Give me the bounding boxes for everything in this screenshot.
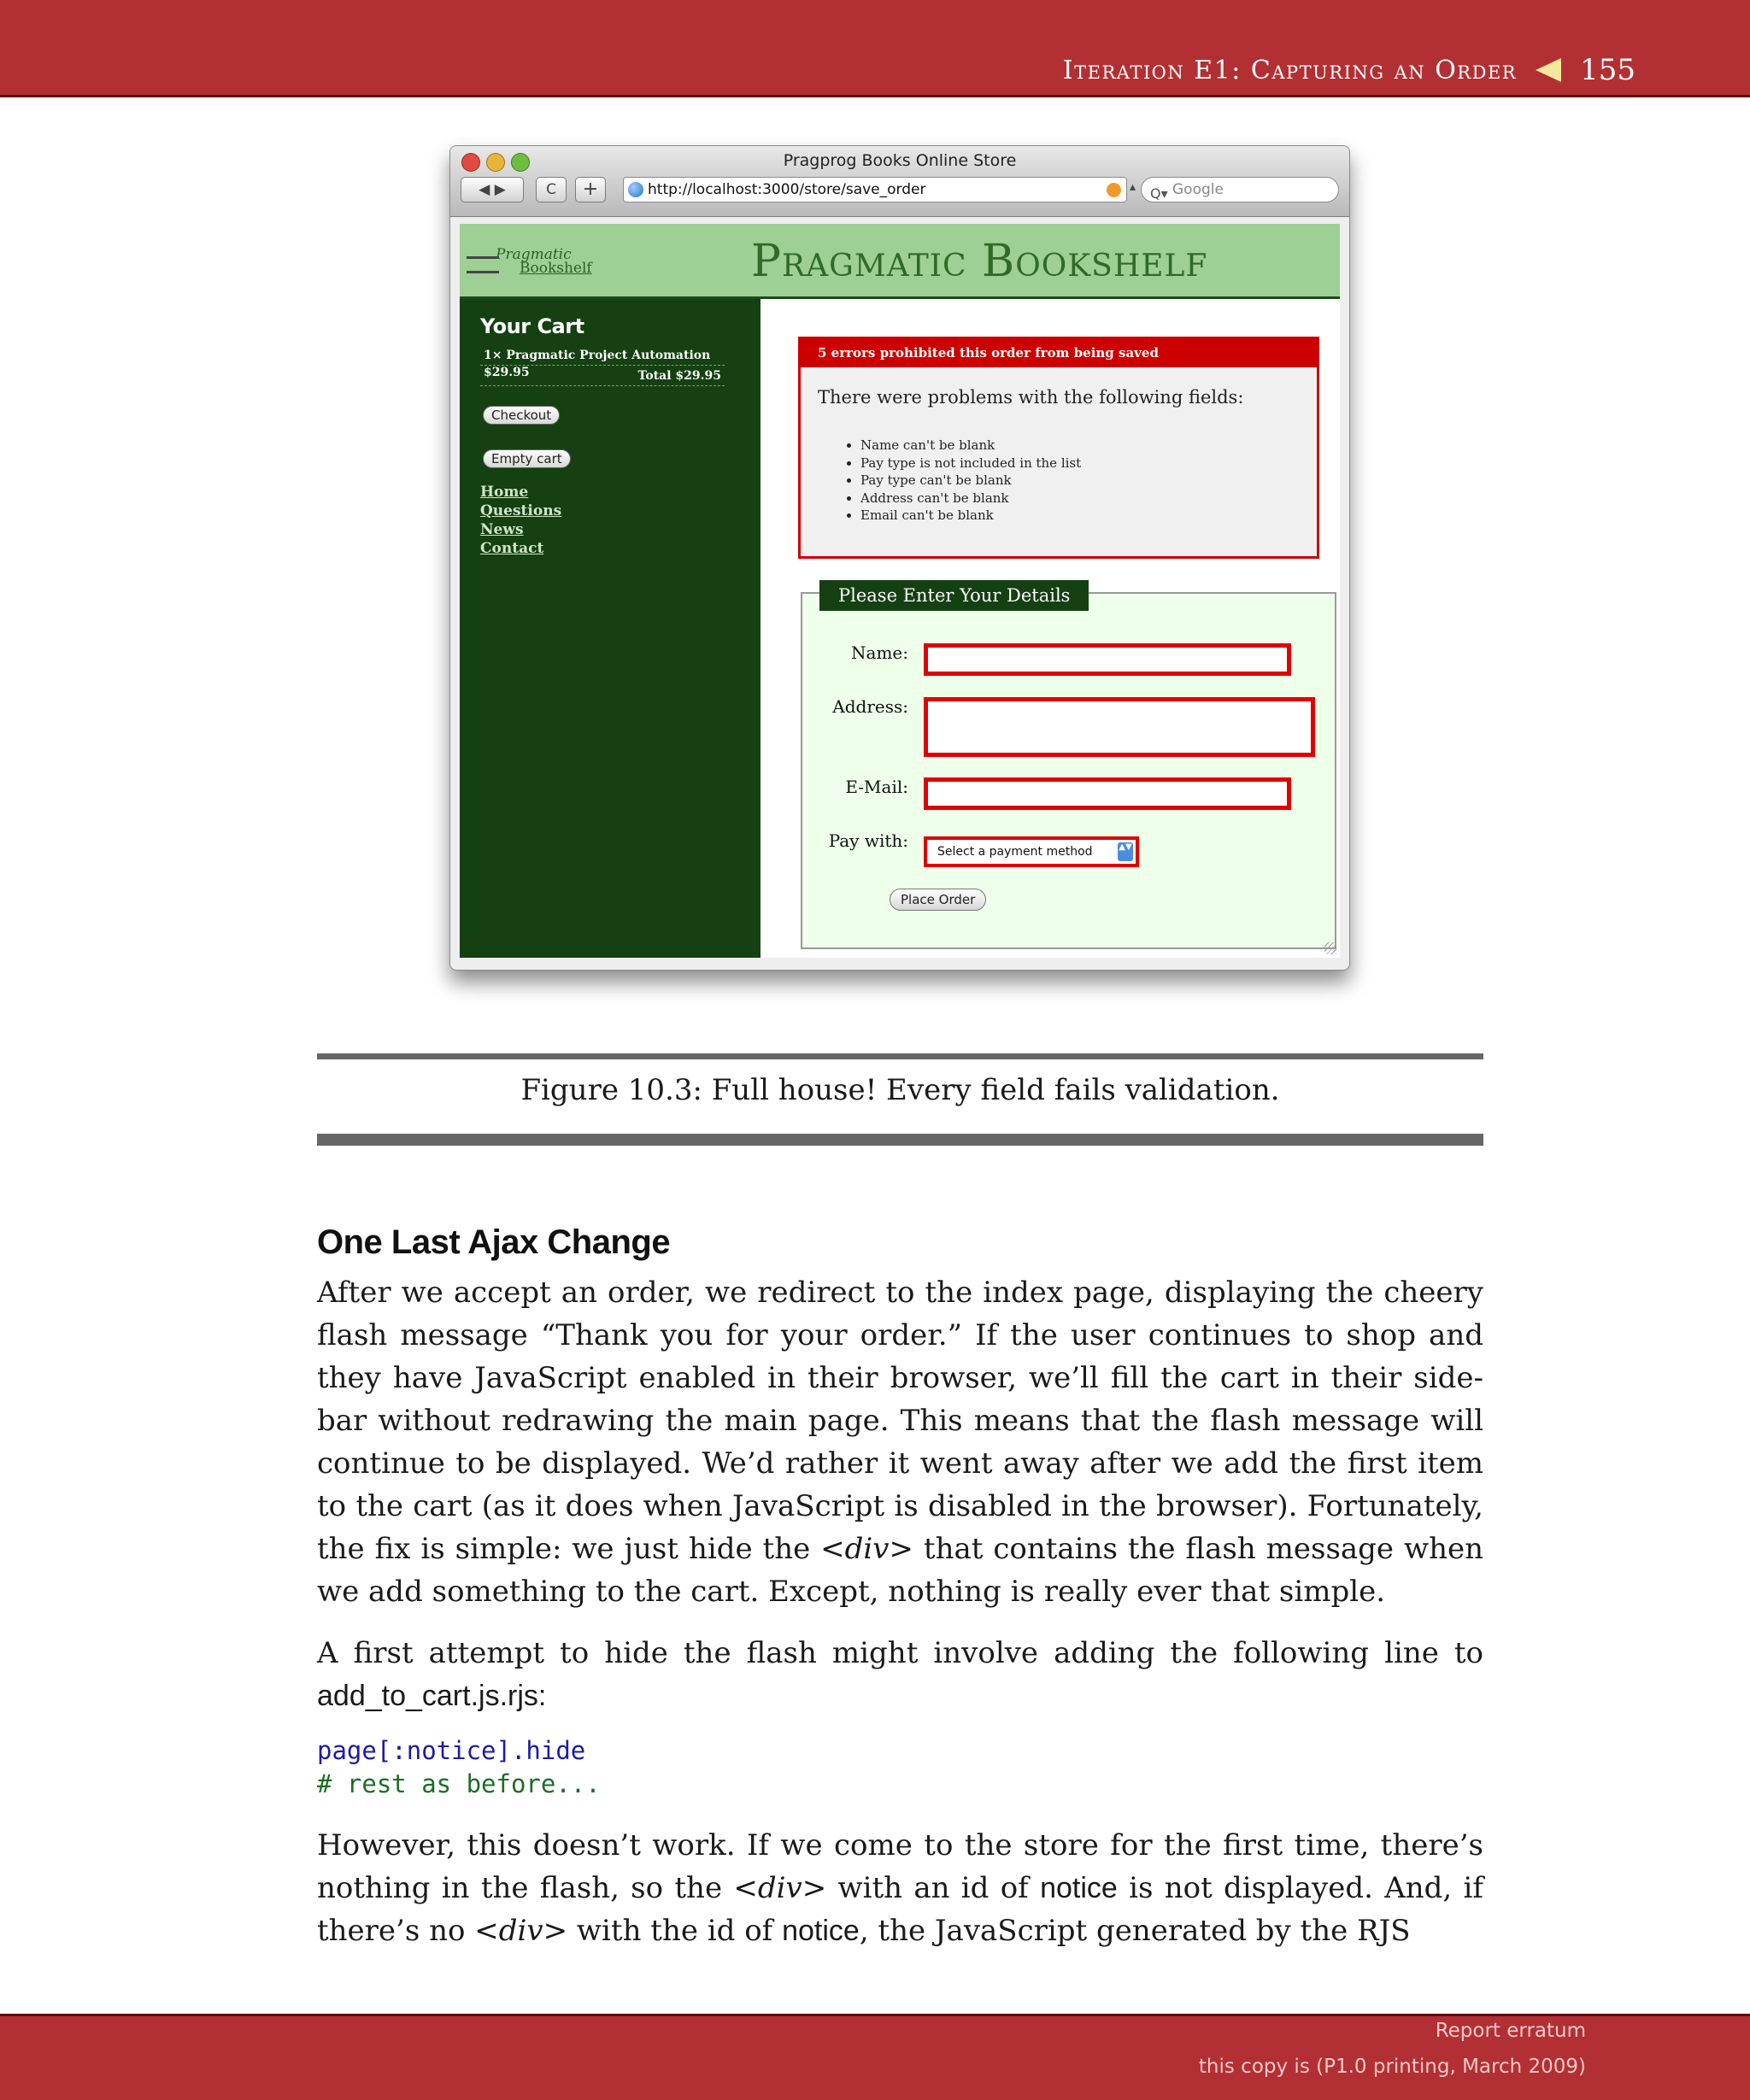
resize-grip-icon[interactable] xyxy=(1324,942,1336,954)
error-item: • Email can't be blank xyxy=(860,507,1081,525)
printing-info: this copy is (P1.0 printing, March 2009) xyxy=(1198,2056,1586,2078)
logo-line1: Pragmatic xyxy=(496,246,572,263)
empty-cart-button[interactable]: Empty cart xyxy=(483,449,571,468)
browser-window-figure xyxy=(449,145,1350,971)
select-stepper-icon: ▲▼ xyxy=(1118,842,1133,861)
store-logo[interactable] xyxy=(467,241,603,284)
logo-line2: Bookshelf xyxy=(520,260,592,277)
sidebar-link-news[interactable]: News xyxy=(480,521,524,538)
p1-text: After we accept an order, we redirect to the index page, displaying the cheery flash message “Thank you for your order.” If the user continues to shop and they have JavaScript enabled in their browser, we’ll fill the cart in their side-bar without redrawing the main page. This means that the flash message will continue to be displayed. We’d rather it went away after we add the first item to the cart (as it does when JavaScript is disabled in the browser). Fortunately, the fix is simple: we just hide the xyxy=(317,1276,1483,1566)
error-item: • Name can't be blank xyxy=(860,437,1081,455)
paragraph-3 xyxy=(317,1824,1483,1952)
name-field[interactable] xyxy=(924,643,1291,676)
p1-div-tag: <div> xyxy=(820,1532,913,1566)
url-bar[interactable] xyxy=(623,177,1127,202)
email-label: E-Mail: xyxy=(845,777,908,797)
book-logo-icon xyxy=(467,256,499,273)
error-list xyxy=(831,437,1081,525)
sidebar-link-home[interactable]: Home xyxy=(480,484,529,501)
pay-type-select[interactable] xyxy=(924,836,1139,867)
store-sidebar xyxy=(460,299,760,958)
cart-title: Your Cart xyxy=(480,314,584,338)
error-item: • Pay type can't be blank xyxy=(860,472,1081,490)
p3-div-tag-1: <div> xyxy=(733,1871,827,1905)
p2-filename: add_to_cart.js.rjs: xyxy=(317,1680,547,1712)
pay-type-selected: Select a payment method xyxy=(937,845,1093,859)
name-label: Name: xyxy=(851,642,908,663)
figure-caption: Figure 10.3: Full house! Every field fails validation. xyxy=(520,1073,1280,1107)
error-explanation xyxy=(798,337,1319,559)
form-legend: Please Enter Your Details xyxy=(819,580,1089,611)
error-item: • Pay type is not included in the list xyxy=(860,455,1081,472)
url-text: http://localhost:3000/store/save_order xyxy=(648,181,926,198)
order-form-fieldset xyxy=(801,585,1336,949)
p3-text-b: with an id of xyxy=(826,1871,1041,1905)
page-number: 155 xyxy=(1580,53,1635,87)
cart-item: 1× Pragmatic Project Automation $29.95 xyxy=(480,347,725,366)
place-order-button[interactable]: Place Order xyxy=(890,889,986,911)
paragraph-1 xyxy=(317,1271,1483,1613)
report-erratum-link[interactable]: Report erratum xyxy=(1435,2020,1586,2042)
p1-text-end: that contains the flash message when we add something to the cart. Except, nothing is really ever that simple. xyxy=(317,1532,1483,1609)
pay-with-label: Pay with: xyxy=(828,830,908,851)
p3-text-a: However, this doesn’t work. If we come to the store for the first time, there’s nothing in the flash, so the xyxy=(317,1828,1483,1905)
address-label: Address: xyxy=(832,696,908,717)
store-brand-title: Pragmatic Bookshelf xyxy=(751,236,1208,287)
caption-top-rule xyxy=(317,1053,1483,1059)
sidebar-link-questions[interactable]: Questions xyxy=(480,502,562,519)
add-bookmark-button[interactable]: + xyxy=(575,177,606,202)
url-dropdown-icon[interactable]: ▴ xyxy=(1130,180,1136,194)
address-field[interactable] xyxy=(924,697,1315,757)
globe-icon xyxy=(628,182,643,197)
browser-titlebar xyxy=(450,146,1349,217)
search-placeholder: Google xyxy=(1172,181,1224,198)
email-field[interactable] xyxy=(924,777,1291,810)
store-main-content xyxy=(760,299,1340,958)
p2-text: A first attempt to hide the flash might involve adding the following line to xyxy=(317,1636,1483,1670)
checkout-button[interactable]: Checkout xyxy=(483,406,560,425)
p3-text-d: with the id of xyxy=(567,1914,783,1948)
reload-button[interactable]: C xyxy=(536,177,567,202)
p3-notice-1: notice xyxy=(1040,1872,1118,1904)
p3-div-tag-2: <div> xyxy=(474,1914,568,1948)
rss-icon[interactable] xyxy=(1107,183,1121,197)
sidebar-link-contact[interactable]: Contact xyxy=(480,540,544,557)
previous-page-icon[interactable] xyxy=(1536,58,1561,82)
running-head-title: Iteration E1: Capturing an Order xyxy=(1062,55,1518,85)
store-header xyxy=(460,224,1340,299)
cart-total: Total $29.95 xyxy=(480,367,725,386)
section-title: One Last Ajax Change xyxy=(317,1223,671,1261)
error-header: 5 errors prohibited this order from being saved xyxy=(801,339,1317,367)
back-forward-buttons[interactable]: ◀ ▶ xyxy=(461,177,524,202)
search-icon: Q▾ xyxy=(1150,185,1168,202)
paragraph-2 xyxy=(317,1632,1483,1717)
search-input[interactable] xyxy=(1141,177,1339,202)
p3-notice-2: notice xyxy=(782,1915,860,1947)
p3-text-c: is not displayed. And, if there’s no xyxy=(317,1871,1483,1948)
code-line-1: page[:notice].hide xyxy=(317,1736,586,1765)
running-head xyxy=(1063,53,1635,87)
p3-text-e: , the JavaScript generated by the RJS xyxy=(859,1914,1411,1948)
code-block xyxy=(317,1734,601,1801)
error-intro: There were problems with the following fields: xyxy=(818,387,1244,408)
window-title: Pragprog Books Online Store xyxy=(783,151,1017,170)
error-item: • Address can't be blank xyxy=(860,490,1081,507)
caption-bottom-rule xyxy=(317,1134,1483,1146)
code-line-2: # rest as before... xyxy=(317,1769,601,1798)
